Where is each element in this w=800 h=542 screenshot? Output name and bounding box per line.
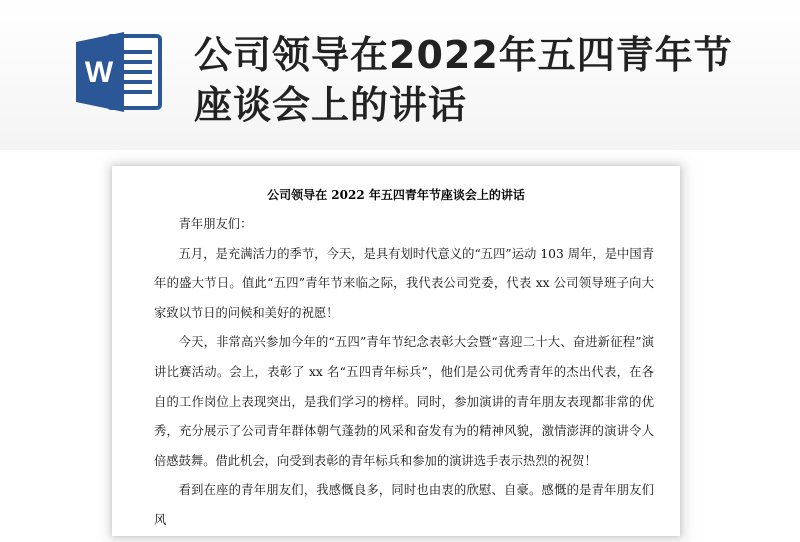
greeting: 青年朋友们： [178, 217, 253, 231]
paragraph: 五月，是充满活力的季节，今天，是具有划时代意义的“五四”运动 103 周年，是中国青年的盛大节日。值此“五四”青年节来临之际，我代表公司党委，代表 xx 公司领导班子向大家致以节日的问候和美好的祝愿！ [154, 246, 654, 320]
word-icon-letter: W [84, 56, 114, 89]
document-page [112, 166, 680, 536]
paragraph: 看到在座的青年朋友们，我感慨良多，同时也由衷的欣慰、自豪。感慨的是青年朋友们风 [154, 483, 654, 527]
page-heading: 公司领导在 2022 年五四青年节座谈会上的讲话 [267, 188, 525, 202]
header-banner [0, 0, 800, 150]
document-title: 公司领导在2022年五四青年节座谈会上的讲话 [194, 33, 733, 127]
word-icon [74, 30, 164, 114]
document-body [154, 210, 654, 536]
paragraph: 今天，非常高兴参加今年的“五四”青年节纪念表彰大会暨“喜迎二十大、奋进新征程”演讲比赛活动。会上，表彰了 xx 名“五四青年标兵”，他们是公司优秀青年的杰出代表，在各自的工作岗位上表现突出，是我们学习的榜样。同时，参加演讲的青年朋友表现都非常的优秀，充分展示了公司青年群体朝气蓬勃的风采和奋发有为的精神风貌，激情澎湃的演讲令人倍感鼓舞。借此机会，向受到表彰的青年标兵和参加的演讲选手表示热烈的祝贺！ [154, 335, 654, 468]
